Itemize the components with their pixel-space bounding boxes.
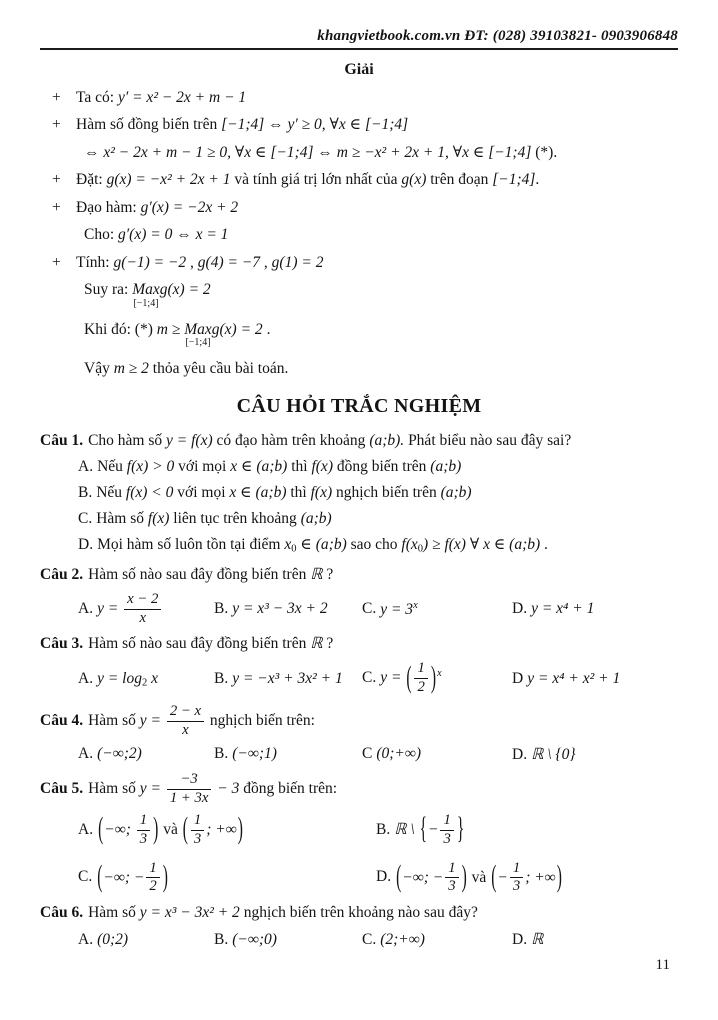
math-segment: x ∈ (a;b)	[229, 484, 291, 502]
math-segment: (−∞;1)	[232, 745, 277, 763]
question-label: Câu 3.	[40, 635, 84, 653]
text-segment: nghịch biến trên khoảng nào sau đây?	[243, 904, 478, 922]
text-segment: đồng biến trên	[336, 458, 431, 476]
big-paren: )	[153, 812, 159, 846]
options	[78, 745, 678, 764]
math-segment: ℝ	[310, 565, 323, 583]
option-C	[362, 931, 512, 949]
option-C	[362, 600, 512, 619]
big-paren: (	[406, 661, 412, 695]
math-segment: y = −x³ + 3x² + 1	[232, 669, 343, 687]
numerator: −3	[167, 772, 212, 790]
option-label: D.	[512, 745, 528, 763]
option-label: C.	[362, 930, 377, 948]
big-paren: )	[237, 812, 243, 846]
math-segment: y = 3	[380, 600, 414, 618]
math-segment: (a;b)	[440, 484, 472, 502]
math-segment: y =	[380, 669, 406, 687]
text-segment: Vậy	[84, 360, 114, 378]
question-label: Câu 5.	[40, 779, 84, 797]
option-A	[78, 813, 376, 848]
fraction	[414, 661, 427, 696]
option-label: A.	[78, 930, 94, 948]
text-segment: với mọi	[177, 484, 230, 502]
question-4	[40, 704, 678, 764]
numerator: 1	[191, 813, 204, 831]
math-segment: (a;b)	[300, 510, 332, 528]
option-label: C.	[78, 868, 93, 886]
math-segment: (0;+∞)	[376, 745, 422, 763]
text-segment: Hàm số nào sau đây đồng biến trên	[88, 565, 311, 583]
option-D	[512, 600, 678, 618]
option-A	[78, 670, 214, 688]
fraction	[146, 861, 159, 896]
option-C	[78, 509, 678, 530]
math-segment: ; +∞	[525, 868, 556, 886]
math-segment: f(x)	[147, 510, 174, 528]
option-B	[214, 670, 362, 688]
text-segment: Hàm số nào sau đây đồng biến trên	[88, 635, 311, 653]
big-paren: (	[182, 812, 188, 846]
fraction	[440, 813, 453, 848]
subscript: 0	[417, 543, 424, 555]
text-segment: đồng biến trên:	[243, 779, 338, 797]
option-A	[78, 745, 214, 763]
denominator: 2	[417, 679, 425, 696]
option-label: C	[362, 745, 373, 763]
math-segment: g(x) = 2	[159, 281, 211, 299]
denominator: 3	[512, 878, 521, 895]
option-B	[376, 813, 678, 848]
math-segment: g(x)	[401, 171, 431, 189]
math-segment: ⇔ x² − 2x + m − 1 ≥ 0, ∀x ∈ [−1;4] ⇔ m ≥ −x² + 2x + 1, ∀x ∈ [−1;4]	[84, 143, 536, 161]
bullet-plus: +	[52, 171, 61, 189]
option-D	[376, 861, 678, 896]
option-label: C.	[362, 600, 377, 618]
math-segment: y =	[139, 779, 165, 797]
question-label: Câu 4.	[40, 712, 84, 730]
solution-line	[40, 225, 678, 245]
option-label: D.	[78, 536, 94, 554]
option-label: A.	[78, 599, 94, 617]
question-6	[40, 903, 678, 949]
math-segment: y = x⁴ + x² + 1	[527, 669, 621, 687]
text-segment: Hàm số đồng biến trên	[76, 116, 222, 134]
math-segment: g′(x) = 0 ⇔ x = 1	[118, 226, 229, 244]
options	[78, 592, 678, 627]
underset	[132, 280, 160, 309]
math-segment: y = log	[97, 669, 142, 687]
question-stem	[40, 431, 678, 452]
math-segment: g′(x) = −2x + 2	[140, 198, 239, 216]
numerator: 1	[146, 861, 159, 879]
math-segment: m ≥ 2	[113, 360, 153, 378]
text-segment: Ta có:	[76, 89, 118, 106]
big-paren: (	[491, 860, 497, 894]
option-label: B.	[214, 669, 229, 687]
question-label: Câu 2.	[40, 565, 84, 583]
option-label: A.	[78, 745, 94, 763]
fraction	[445, 861, 458, 896]
math-segment: f(x)	[310, 484, 336, 502]
text-segment: Khi đó: (*)	[84, 320, 157, 338]
math-segment: x	[284, 536, 292, 554]
math-segment: (0;2)	[97, 930, 129, 948]
text-segment: Suy ra:	[84, 281, 133, 299]
math-segment: f(x) < 0	[125, 484, 178, 502]
question-label: Câu 6.	[40, 904, 84, 922]
option-label: A.	[78, 458, 94, 476]
text-segment: trên đoạn	[430, 171, 493, 189]
text-segment: Mọi hàm số luôn tồn tại điểm	[97, 536, 285, 554]
text-segment: Hàm số	[88, 779, 140, 797]
bullet-plus: +	[52, 253, 61, 271]
section-title: CÂU HỎI TRẮC NGHIỆM	[236, 394, 482, 417]
option-C	[362, 745, 512, 763]
text-segment: Đặt:	[76, 171, 107, 189]
math-segment: ℝ	[531, 931, 544, 949]
text-segment: ?	[322, 565, 334, 583]
option-label: C.	[78, 510, 93, 528]
text-segment: Cho:	[84, 226, 119, 244]
options	[78, 813, 678, 896]
math-segment: y = f(x)	[166, 431, 217, 449]
fraction	[510, 861, 523, 896]
option-label: B.	[214, 600, 229, 618]
math-segment: [−1;4]	[492, 171, 536, 189]
math-segment: y′ = x² − 2x + m − 1	[117, 89, 247, 106]
text-segment: .	[535, 171, 540, 189]
solution-line	[40, 320, 678, 349]
option-A	[78, 592, 214, 627]
options	[78, 661, 678, 696]
option-B	[78, 483, 678, 504]
text-segment: nghịch biến trên:	[206, 712, 315, 730]
solution-line	[40, 88, 678, 108]
text-segment: thì	[291, 458, 312, 476]
text-segment: Phát biểu nào sau đây sai?	[408, 431, 572, 449]
numerator: x − 2	[124, 592, 161, 610]
option-D	[512, 745, 678, 764]
option-B	[214, 600, 362, 618]
questions-section	[40, 431, 678, 950]
math-segment: g(−1) = −2 , g(4) = −7 , g(1) = 2	[113, 253, 324, 271]
page-number: 11	[655, 957, 670, 973]
text-segment: .	[540, 536, 548, 554]
text-segment: Hàm số	[88, 712, 140, 730]
option-A	[78, 457, 678, 478]
question-stem	[40, 565, 678, 586]
text-segment: liên tục trên khoảng	[173, 510, 301, 528]
superscript: x	[413, 599, 418, 611]
option-D	[78, 535, 678, 557]
question-stem	[40, 704, 678, 739]
page-header	[40, 28, 678, 50]
math-segment: −∞; −	[402, 868, 444, 886]
math-segment: x	[147, 669, 159, 687]
text-segment: thì	[290, 484, 311, 502]
text-segment: có đạo hàm trên khoảng	[216, 431, 370, 449]
math-segment: f(x	[401, 536, 418, 554]
denominator: 2	[149, 878, 157, 895]
math-segment: y =	[97, 599, 123, 617]
numerator: 1	[414, 661, 427, 679]
big-paren: (	[98, 812, 104, 846]
math-segment: (2;+∞)	[380, 930, 425, 948]
fraction	[191, 813, 204, 848]
fraction	[137, 813, 150, 848]
math-segment: f(x)	[311, 458, 337, 476]
option-C	[362, 661, 512, 696]
option-label: B.	[214, 745, 229, 763]
math-segment: ; +∞	[206, 820, 237, 838]
option-label: A.	[78, 820, 94, 838]
question-label: Câu 1.	[40, 431, 84, 449]
question-3	[40, 634, 678, 696]
superscript: x	[437, 668, 442, 680]
math-segment: −	[497, 868, 508, 886]
math-segment: m ≥	[156, 320, 185, 338]
bullet-plus: +	[52, 116, 61, 134]
text-segment: với mọi	[178, 458, 231, 476]
math-segment: x ∈ (a;b)	[230, 458, 292, 476]
solution-line	[40, 253, 678, 273]
bullet-plus: +	[52, 198, 61, 216]
numerator: 1	[440, 813, 453, 831]
text-segment: (*).	[535, 143, 558, 161]
numerator: 2 − x	[167, 704, 204, 722]
denominator: 3	[193, 830, 202, 847]
question-5	[40, 772, 678, 895]
big-paren: {	[419, 812, 428, 846]
math-segment: ∈ (a;b)	[296, 536, 351, 554]
text-segment: và	[159, 820, 182, 838]
big-paren: (	[396, 860, 402, 894]
denominator: 1 + 3x	[169, 789, 209, 806]
option-B	[214, 745, 362, 763]
question-1	[40, 431, 678, 557]
option-D	[512, 670, 678, 688]
big-paren: )	[556, 860, 562, 894]
option-label: B.	[376, 820, 391, 838]
math-segment: ) ≥ f(x) ∀ x ∈ (a;b)	[423, 536, 541, 554]
solution-section	[40, 88, 678, 380]
math-segment: y =	[139, 712, 165, 730]
solution-line	[40, 198, 678, 218]
underset-sub: [−1;4]	[133, 297, 159, 309]
denominator: 3	[139, 830, 148, 847]
math-segment: −∞;	[104, 820, 135, 838]
text-segment: nghịch biến trên	[336, 484, 441, 502]
text-segment: Đạo hàm:	[76, 198, 141, 216]
option-label: A.	[78, 669, 94, 687]
big-paren: }	[456, 812, 465, 846]
subscript: 0	[291, 543, 297, 555]
text-segment: và tính giá trị lớn nhất của	[234, 171, 402, 189]
big-paren: (	[97, 860, 103, 894]
question-stem	[40, 903, 678, 924]
header-contact-text: khangvietbook.com.vn ĐT: (028) 39103821- 0903906848	[317, 28, 678, 44]
solution-line	[40, 115, 678, 135]
fraction	[167, 704, 204, 739]
question-stem	[40, 772, 678, 807]
solution-title: Giải	[344, 61, 374, 78]
numerator: 1	[510, 861, 523, 879]
text-segment: sao cho	[350, 536, 402, 554]
options	[40, 457, 678, 556]
underset-main: Max	[132, 281, 160, 299]
question-stem	[40, 634, 678, 655]
math-segment: f(x) > 0	[126, 458, 179, 476]
text-segment: Cho hàm số	[88, 431, 167, 449]
bullet-plus: +	[52, 89, 61, 106]
math-segment: (a;b).	[369, 431, 409, 449]
underset-sub: [−1;4]	[185, 337, 211, 349]
solution-line	[40, 170, 678, 190]
denominator: 3	[448, 878, 456, 895]
text-segment: thỏa yêu cầu bài toán.	[152, 360, 289, 378]
denominator: x	[139, 609, 147, 626]
math-segment: g(x) = 2	[211, 320, 263, 338]
option-C	[78, 861, 376, 896]
math-segment: (a;b)	[430, 458, 462, 476]
math-segment: (−∞;2)	[97, 745, 142, 763]
text-segment: ?	[322, 635, 334, 653]
fraction	[167, 772, 212, 807]
option-label: D.	[376, 868, 392, 886]
math-segment: y = x³ − 3x² + 2	[139, 904, 244, 922]
text-segment: Nếu	[97, 458, 127, 476]
solution-line	[40, 359, 678, 379]
option-D	[512, 930, 678, 949]
math-segment: −∞; −	[103, 868, 145, 886]
math-segment: y = x⁴ + 1	[531, 600, 595, 618]
option-label: D.	[512, 600, 528, 618]
math-segment: y = x³ − 3x + 2	[232, 600, 328, 618]
option-A	[78, 931, 214, 949]
text-segment: Hàm số	[88, 904, 140, 922]
math-segment: [−1;4] ⇔ y′ ≥ 0, ∀x ∈ [−1;4]	[221, 116, 409, 134]
text-segment: Nếu	[96, 484, 126, 502]
option-label: D	[512, 669, 524, 687]
solution-line	[40, 280, 678, 309]
option-label: D.	[512, 931, 528, 949]
question-2	[40, 565, 678, 627]
math-segment: (−∞;0)	[232, 930, 277, 948]
options	[78, 930, 678, 949]
math-segment: −	[428, 820, 439, 838]
underset	[184, 320, 212, 349]
math-segment: ℝ \	[394, 820, 419, 838]
subscript: 2	[141, 676, 148, 688]
text-segment: Tính:	[76, 253, 114, 271]
option-label: B.	[78, 484, 93, 502]
numerator: 1	[445, 861, 458, 879]
option-label: C.	[362, 669, 377, 687]
text-segment: Hàm số	[96, 510, 148, 528]
denominator: 3	[443, 830, 451, 847]
big-paren: )	[461, 860, 467, 894]
solution-line	[40, 143, 678, 163]
underset-main: Max	[184, 320, 212, 338]
big-paren: )	[430, 661, 437, 695]
math-segment: − 3	[213, 779, 244, 797]
numerator: 1	[137, 813, 150, 831]
option-B	[214, 931, 362, 949]
fraction	[124, 592, 161, 627]
denominator: x	[182, 722, 189, 739]
math-segment: g(x) = −x² + 2x + 1	[106, 171, 235, 189]
math-segment: ℝ \ {0}	[531, 745, 576, 763]
big-paren: )	[162, 860, 168, 894]
math-segment: ℝ	[310, 635, 323, 653]
text-segment: .	[262, 320, 271, 338]
option-label: B.	[214, 930, 229, 948]
text-segment: và	[467, 868, 491, 886]
